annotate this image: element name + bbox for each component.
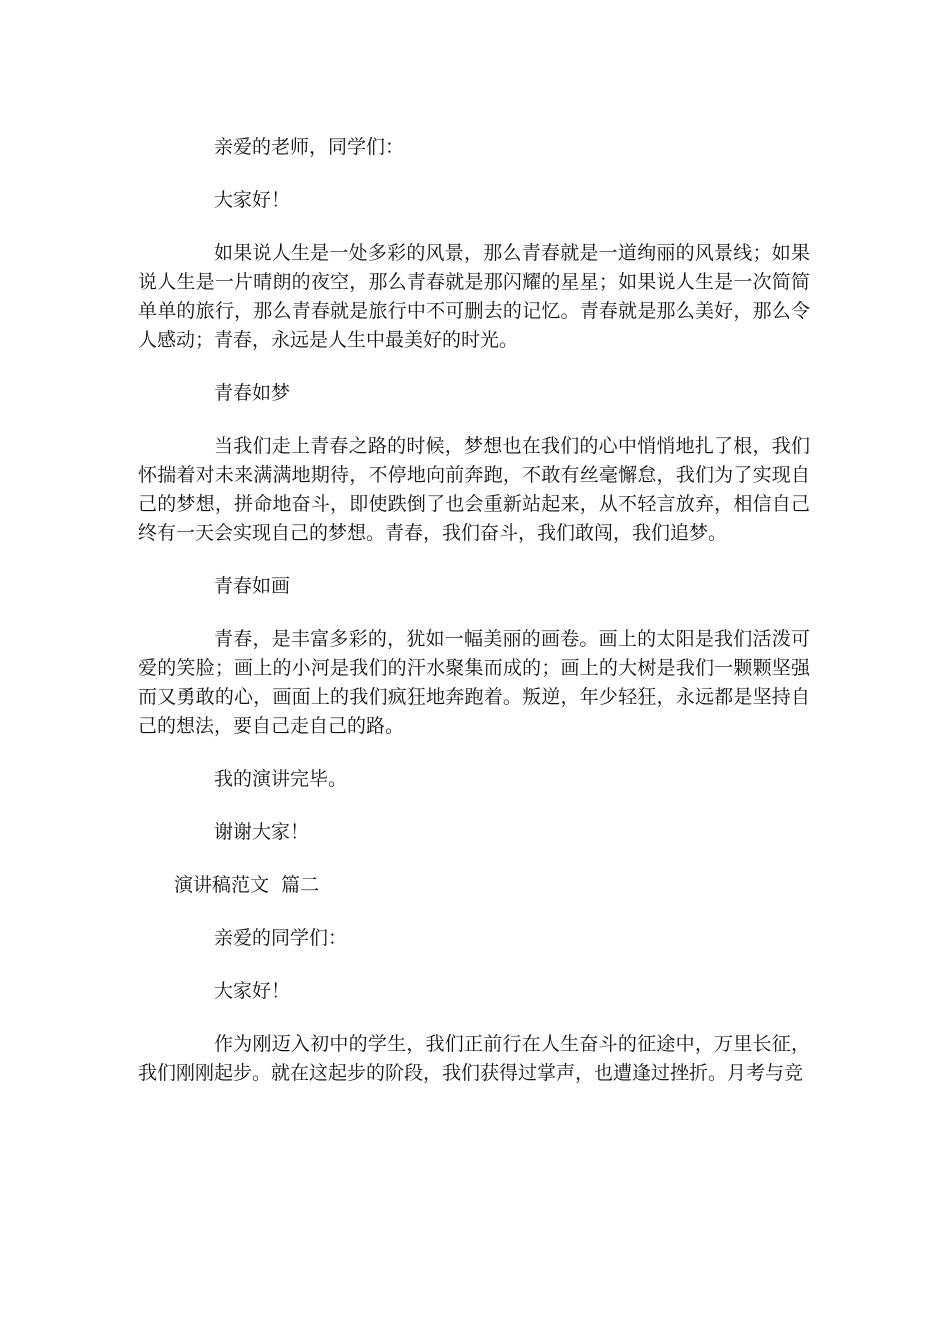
body-paragraph-2: 作为刚迈入初中的学生，我们正前行在人生奋斗的征途中，万里长征，我们刚刚起步。就在这起步的阶段，我们获得过掌声，也遭逢过挫折。月考与竞: [138, 1033, 810, 1084]
subheading-youth-painting: 青春如画: [214, 575, 291, 597]
greeting: 大家好！: [214, 189, 291, 211]
document-page: [138, 133, 810, 1088]
greeting-2: 大家好！: [214, 980, 291, 1002]
dream-paragraph: 当我们走上青春之路的时候，梦想也在我们的心中悄悄地扎了根，我们怀揣着对未来满满地期待，不停地向前奔跑，不敢有丝毫懈怠，我们为了实现自己的梦想，拼命地奋斗，即使跌倒了也会重新站起来，从不轻言放弃，相信自己终有一天会实现自己的梦想。青春，我们奋斗，我们敢闯，我们追梦。: [138, 435, 810, 544]
subheading-youth-dream: 青春如梦: [214, 382, 291, 404]
salutation-2: 亲爱的同学们：: [214, 927, 348, 949]
thanks-line: 谢谢大家！: [214, 821, 310, 843]
intro-paragraph: 如果说人生是一处多彩的风景，那么青春就是一道绚丽的风景线；如果说人生是一片晴朗的夜空，那么青春就是那闪耀的星星；如果说人生是一次简简单单的旅行，那么青春就是旅行中不可删去的记忆。青春就是那么美好，那么令人感动；青春，永远是人生中最美好的时光。: [138, 242, 810, 351]
salutation: 亲爱的老师，同学们：: [214, 136, 405, 158]
closing-line: 我的演讲完毕。: [214, 768, 348, 790]
section-title: 演讲稿范文 篇二: [174, 874, 320, 896]
painting-paragraph: 青春，是丰富多彩的，犹如一幅美丽的画卷。画上的太阳是我们活泼可爱的笑脸；画上的小河是我们的汗水聚集而成的；画上的大树是我们一颗颗坚强而又勇敢的心，画面上的我们疯狂地奔跑着。叛逆，年少轻狂，永远都是坚持自己的想法，要自己走自己的路。: [138, 628, 810, 737]
